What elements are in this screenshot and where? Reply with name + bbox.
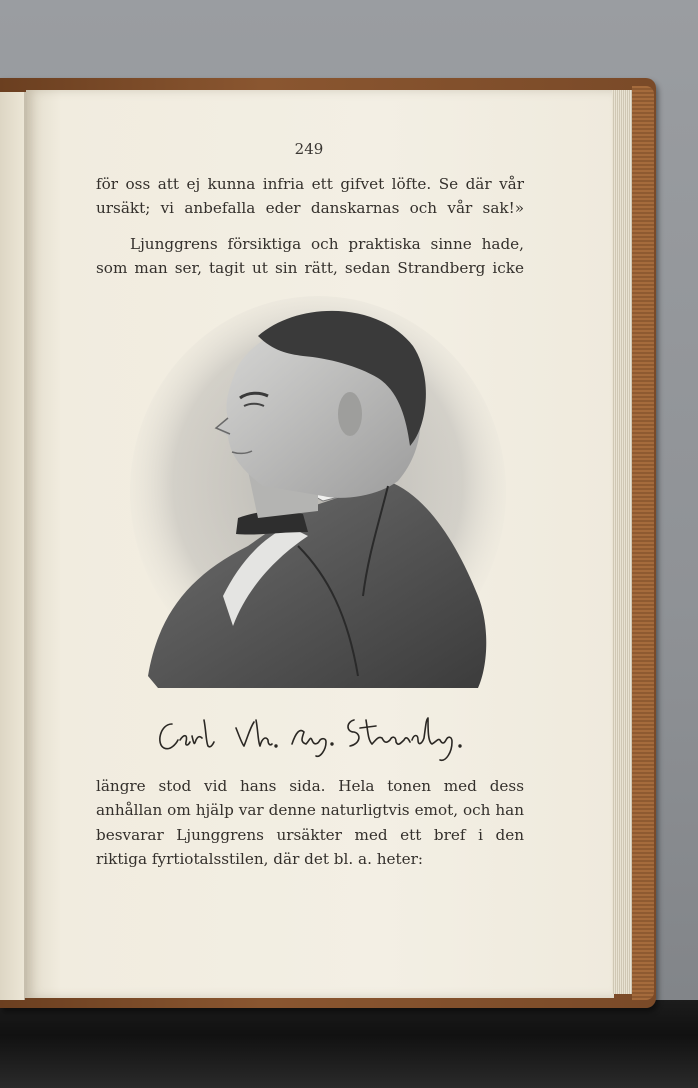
cover-edge	[632, 86, 654, 1000]
page-stack-edge	[612, 90, 632, 994]
left-page-edge	[0, 92, 25, 1000]
gutter	[24, 92, 27, 998]
paragraph-2	[96, 232, 524, 281]
portrait-ear	[338, 392, 362, 436]
portrait-illustration	[128, 296, 508, 692]
paragraph-2-text: Ljunggrens försiktiga och praktiska sinne hade, som man ser, tagit ut sin rätt, sedan Strandberg icke	[96, 235, 524, 278]
page-number: 249	[294, 140, 324, 158]
handwritten-signature	[150, 710, 470, 770]
table-surface	[0, 1000, 698, 1088]
paragraph-3: längre stod vid hans sida. Hela tonen med dess anhållan om hjälp var denne naturligtvis emot, och han besvarar Ljunggrens ursäkter med ett bref i den riktiga fyrtiotalsstilen, där det bl. a. heter:	[96, 777, 524, 869]
paragraph-1: för oss att ej kunna infria ett gifvet löfte. Se där vår ursäkt; vi anbefalla eder danskarnas och vår sak!»	[96, 175, 524, 218]
